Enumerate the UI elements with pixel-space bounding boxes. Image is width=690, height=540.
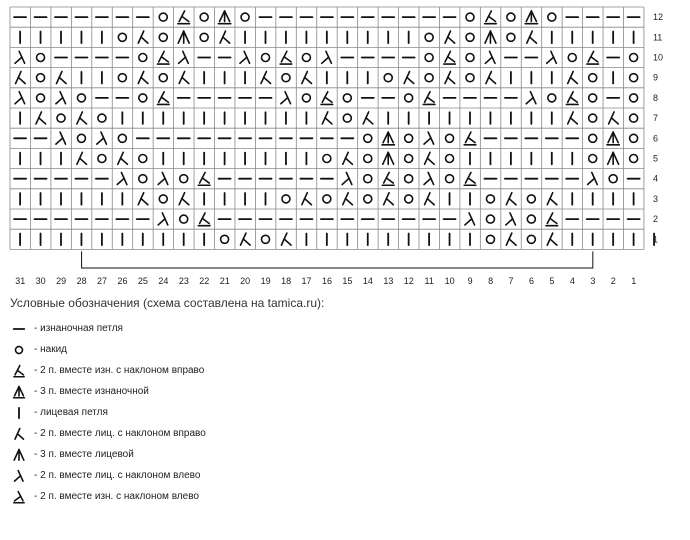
chart-cell xyxy=(138,193,148,205)
chart-cell xyxy=(547,51,557,63)
chart-cell xyxy=(382,173,394,186)
chart-cell xyxy=(56,92,66,104)
row-label: 1 xyxy=(652,234,658,245)
legend-text: - изнаночная петля xyxy=(34,323,123,334)
legend-item xyxy=(10,465,206,486)
chart-cell xyxy=(322,51,332,63)
chart-cell xyxy=(241,233,251,245)
chart-cell xyxy=(446,175,454,183)
legend xyxy=(10,318,206,507)
chart-cell xyxy=(98,114,106,122)
row-label: 4 xyxy=(652,173,658,184)
column-label: 3 xyxy=(590,276,596,286)
chart-cell xyxy=(630,74,638,82)
chart-cell xyxy=(138,72,148,84)
legend-text: - 2 п. вместе изн. с наклоном вправо xyxy=(34,365,205,376)
chart-cell xyxy=(630,154,638,162)
chart-cell xyxy=(323,195,331,203)
chart-cell xyxy=(57,114,65,122)
chart-cell xyxy=(157,51,169,64)
chart-cell xyxy=(180,215,188,223)
chart-cell xyxy=(118,152,128,164)
chart-cell xyxy=(118,74,126,82)
column-label: 9 xyxy=(467,276,473,286)
legend-text: - 2 п. вместе лиц. с наклоном вправо xyxy=(34,428,206,439)
column-label: 11 xyxy=(424,276,434,286)
chart-cell xyxy=(261,72,271,84)
chart-cell xyxy=(178,31,189,43)
chart-cell xyxy=(485,11,497,24)
chart-cell xyxy=(589,94,597,102)
column-label: 20 xyxy=(240,276,251,286)
legend-title: Условные обозначения (схема составлена на tamica.ru): xyxy=(10,296,325,310)
chart-cell xyxy=(77,152,87,164)
column-label: 18 xyxy=(281,276,292,286)
column-labels xyxy=(15,276,636,286)
column-label: 31 xyxy=(15,276,26,286)
chart-cell xyxy=(446,154,454,162)
column-label: 13 xyxy=(383,276,394,286)
chart-cell xyxy=(527,235,535,243)
row-label: 7 xyxy=(652,113,658,124)
chart-cell xyxy=(445,72,455,84)
chart-cell xyxy=(404,72,414,84)
column-label: 4 xyxy=(569,276,575,286)
chart-cell xyxy=(56,132,66,144)
chart-cell xyxy=(138,31,148,43)
chart-cell xyxy=(566,92,578,105)
column-label: 22 xyxy=(199,276,210,286)
chart-cell xyxy=(158,213,168,225)
chart-cell xyxy=(281,233,291,245)
chart-cell xyxy=(16,72,26,84)
chart-cell xyxy=(466,74,474,82)
chart-cell xyxy=(159,74,167,82)
legend-item xyxy=(10,423,206,444)
row-label: 9 xyxy=(652,72,658,83)
chart-cell xyxy=(139,175,147,183)
chart-cell xyxy=(464,173,476,186)
column-label: 5 xyxy=(549,276,555,286)
chart-cell xyxy=(465,213,475,225)
row-label: 2 xyxy=(652,214,658,225)
chart-cell xyxy=(384,193,394,205)
k2tog-left-icon xyxy=(10,467,28,485)
chart-cell xyxy=(546,213,558,226)
chart-cell xyxy=(56,72,66,84)
chart-cell xyxy=(37,53,45,61)
chart-cell xyxy=(280,51,292,64)
chart-cell xyxy=(343,114,351,122)
column-label: 1 xyxy=(631,276,637,286)
chart-cell xyxy=(608,152,619,164)
chart-cell xyxy=(630,94,638,102)
chart-cell xyxy=(179,193,189,205)
chart-cell xyxy=(321,92,333,105)
legend-text: - 2 п. вместе лиц. с наклоном влево xyxy=(34,470,201,481)
chart-cell xyxy=(425,193,435,205)
row-label: 8 xyxy=(652,92,658,103)
legend-item xyxy=(10,381,206,402)
chart-cell xyxy=(343,94,351,102)
chart-cell xyxy=(282,74,290,82)
chart-cell xyxy=(444,51,456,64)
column-label: 21 xyxy=(219,276,230,286)
dash-icon xyxy=(10,320,28,338)
chart-cell xyxy=(343,152,353,164)
chart-cell xyxy=(527,215,535,223)
column-label: 25 xyxy=(137,276,148,286)
repeat-bracket xyxy=(82,251,593,268)
chart-cell xyxy=(507,13,515,21)
chart-cell xyxy=(486,235,494,243)
chart-cell xyxy=(445,31,455,43)
legend-text: - 3 п. вместе лицевой xyxy=(34,449,134,460)
chart-cell xyxy=(526,92,536,104)
chart-cell xyxy=(139,154,147,162)
chart-cell xyxy=(322,112,332,124)
chart-cell xyxy=(159,13,167,21)
chart-cell xyxy=(221,235,229,243)
chart-cell xyxy=(609,112,619,124)
chart-cell xyxy=(568,53,576,61)
column-label: 19 xyxy=(260,276,271,286)
chart-cell xyxy=(364,154,372,162)
chart-cell xyxy=(37,74,45,82)
chart-cell xyxy=(548,13,556,21)
chart-cell xyxy=(241,13,249,21)
row-labels xyxy=(653,12,663,244)
row-label: 5 xyxy=(652,153,658,164)
column-label: 8 xyxy=(488,276,494,286)
chart-cell xyxy=(240,51,250,63)
chart-cell xyxy=(424,132,434,144)
chart-cell xyxy=(589,134,597,142)
chart-cell xyxy=(282,195,290,203)
chart-cell xyxy=(198,173,210,186)
chart-cell xyxy=(159,195,167,203)
chart-cell xyxy=(200,13,208,21)
chart-cell xyxy=(588,173,598,185)
chart-cell xyxy=(527,31,537,43)
k2tog-right-icon xyxy=(10,425,28,443)
column-label: 2 xyxy=(610,276,616,286)
column-label: 28 xyxy=(76,276,87,286)
chart-cell xyxy=(446,134,454,142)
chart-cell xyxy=(77,112,87,124)
legend-text: - 3 п. вместе изнаночной xyxy=(34,386,149,397)
chart-cell xyxy=(15,92,25,104)
chart-cell xyxy=(630,134,638,142)
chart-cell xyxy=(568,112,578,124)
column-label: 10 xyxy=(444,276,455,286)
chart-cell xyxy=(405,175,413,183)
column-label: 7 xyxy=(508,276,514,286)
chart-cell xyxy=(425,74,433,82)
k3tog-purl-icon xyxy=(10,383,28,401)
k3tog-icon xyxy=(10,446,28,464)
chart-cell xyxy=(405,154,413,162)
row-label: 3 xyxy=(652,193,658,204)
chart-cell xyxy=(607,132,619,145)
chart-cell xyxy=(342,173,352,185)
chart-cell xyxy=(77,134,85,142)
chart-cell xyxy=(466,53,474,61)
column-label: 6 xyxy=(528,276,534,286)
row-label: 6 xyxy=(652,133,658,144)
chart-cell xyxy=(77,94,85,102)
chart-cell xyxy=(405,195,413,203)
chart-cell xyxy=(261,53,269,61)
column-label: 30 xyxy=(35,276,46,286)
chart-cell xyxy=(589,154,597,162)
chart-cell xyxy=(139,53,147,61)
column-label: 26 xyxy=(117,276,128,286)
chart-cell xyxy=(302,72,312,84)
chart-cell xyxy=(302,193,312,205)
chart-cell xyxy=(507,33,515,41)
chart-cell xyxy=(323,154,331,162)
chart-cell xyxy=(384,74,392,82)
legend-item xyxy=(10,360,206,381)
chart-cell xyxy=(486,72,496,84)
chart-cell xyxy=(180,175,188,183)
chart-cell xyxy=(139,94,147,102)
chart-cell xyxy=(302,53,310,61)
chart-cell xyxy=(200,33,208,41)
chart-cell xyxy=(198,213,210,226)
chart-cell xyxy=(118,134,126,142)
chart-cell xyxy=(630,114,638,122)
chart-cell xyxy=(364,195,372,203)
chart-cell xyxy=(261,235,269,243)
chart-cell xyxy=(425,53,433,61)
chart-cell xyxy=(159,33,167,41)
column-label: 16 xyxy=(321,276,332,286)
legend-item xyxy=(10,402,206,423)
k2tog-purl-left-icon xyxy=(10,488,28,506)
row-label: 10 xyxy=(652,52,663,63)
chart-cell xyxy=(382,132,394,145)
chart-cell xyxy=(527,195,535,203)
chart-cell xyxy=(485,31,496,43)
chart-cell xyxy=(97,132,107,144)
row-label: 11 xyxy=(652,32,663,43)
k2tog-purl-right-icon xyxy=(10,362,28,380)
chart-cell xyxy=(220,31,230,43)
chart-cell xyxy=(525,11,537,24)
bar-icon xyxy=(10,404,28,422)
chart-cell xyxy=(425,33,433,41)
chart-cell xyxy=(281,92,291,104)
chart-cell xyxy=(364,134,372,142)
chart-cell xyxy=(364,175,372,183)
chart-cell xyxy=(343,193,353,205)
chart-cell xyxy=(609,175,617,183)
chart-cell xyxy=(486,215,494,223)
chart-cell xyxy=(424,173,434,185)
legend-text: - накид xyxy=(34,344,67,355)
chart-cell xyxy=(405,94,413,102)
legend-text: - 2 п. вместе изн. с наклоном влево xyxy=(34,491,199,502)
chart-cell xyxy=(485,51,495,63)
chart-cell xyxy=(547,233,557,245)
chart-cell xyxy=(466,13,474,21)
chart-cell xyxy=(15,51,25,63)
column-label: 23 xyxy=(178,276,189,286)
chart-cell xyxy=(302,94,310,102)
chart-cell xyxy=(383,152,394,164)
chart-cell xyxy=(548,94,556,102)
column-label: 14 xyxy=(362,276,373,286)
legend-item xyxy=(10,444,206,465)
column-label: 17 xyxy=(301,276,312,286)
chart-cell xyxy=(589,114,597,122)
chart-cell xyxy=(423,92,435,105)
legend-item xyxy=(10,486,206,507)
circle-icon xyxy=(10,341,28,359)
chart-cell xyxy=(36,112,46,124)
chart-cell xyxy=(178,11,190,24)
chart-cell xyxy=(117,173,127,185)
row-label: 12 xyxy=(652,12,663,23)
chart-cell xyxy=(98,154,106,162)
repeat-bracket-line xyxy=(82,251,593,268)
chart-cell xyxy=(363,112,373,124)
chart-cell xyxy=(587,51,599,64)
legend-item xyxy=(10,318,206,339)
column-label: 27 xyxy=(97,276,108,286)
chart-cell xyxy=(425,152,435,164)
column-label: 29 xyxy=(56,276,67,286)
chart-cell xyxy=(506,193,516,205)
chart-cell xyxy=(37,94,45,102)
chart-cell xyxy=(568,72,578,84)
chart-cell xyxy=(466,33,474,41)
chart-cell xyxy=(158,173,168,185)
chart-cell xyxy=(118,33,126,41)
chart-cell xyxy=(506,213,516,225)
chart-cell xyxy=(464,132,476,145)
legend-text: - лицевая петля xyxy=(34,407,108,418)
chart-cell xyxy=(486,195,494,203)
column-label: 15 xyxy=(342,276,353,286)
chart-cell xyxy=(547,193,557,205)
legend-item xyxy=(10,339,206,360)
column-label: 24 xyxy=(158,276,169,286)
chart-cell xyxy=(218,11,230,24)
chart-cell xyxy=(506,233,516,245)
chart-cell xyxy=(589,74,597,82)
chart-cell xyxy=(630,53,638,61)
chart-cell xyxy=(405,134,413,142)
chart-cell xyxy=(179,72,189,84)
column-label: 12 xyxy=(403,276,414,286)
chart-cell xyxy=(179,51,189,63)
chart-cell xyxy=(157,92,169,105)
